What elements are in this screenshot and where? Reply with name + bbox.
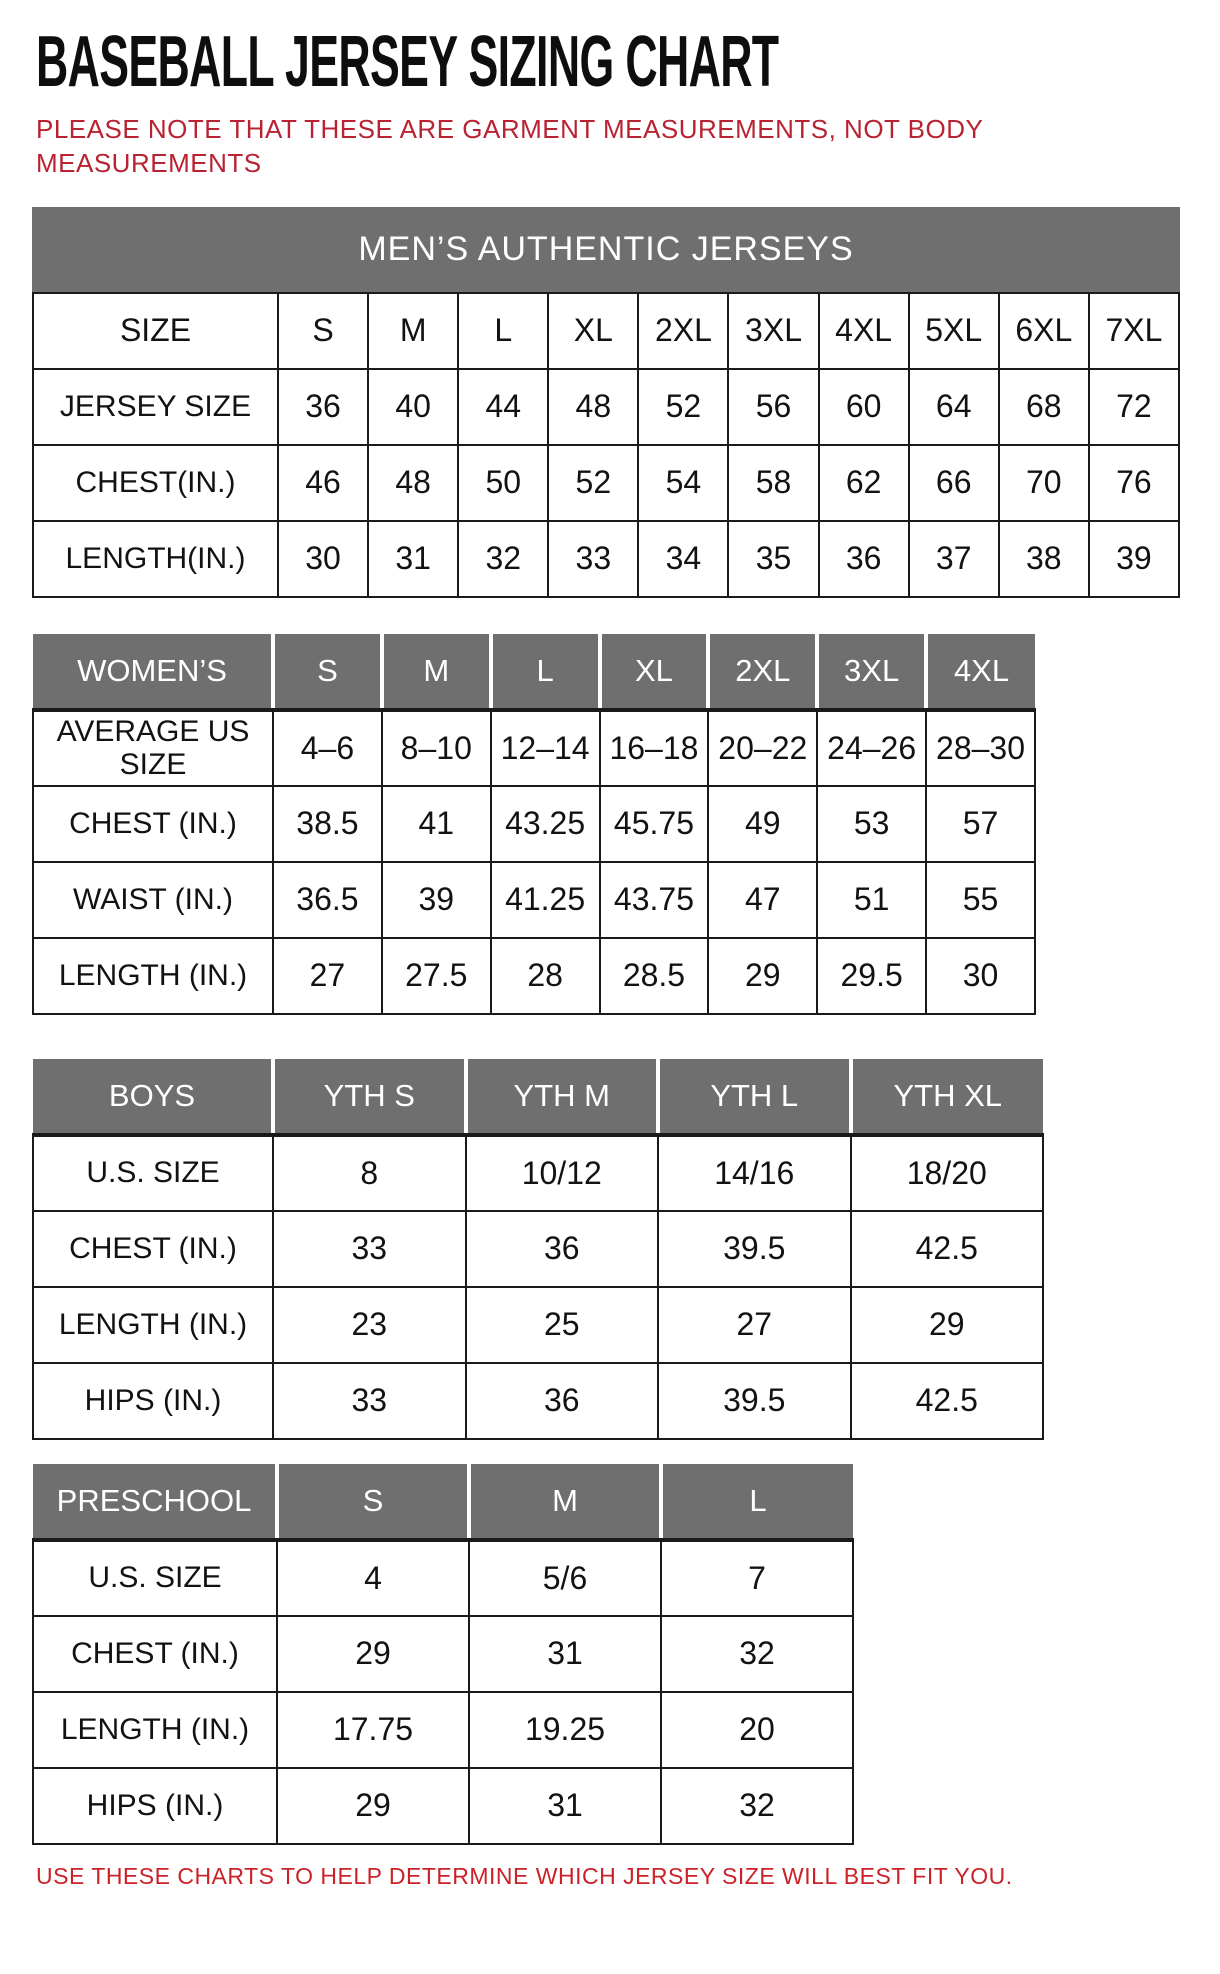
data-cell: 36 [466, 1363, 659, 1439]
data-cell: 39 [1089, 521, 1179, 597]
mens-grid [32, 292, 1180, 598]
data-cell: 52 [548, 445, 638, 521]
data-cell: 30 [926, 938, 1035, 1014]
data-cell: 14/16 [658, 1135, 851, 1211]
data-cell: 33 [273, 1363, 466, 1439]
row-label: AVERAGE US SIZE [33, 710, 273, 786]
data-cell: 52 [638, 369, 728, 445]
data-cell: 28 [491, 938, 600, 1014]
header-cell: L [458, 293, 548, 369]
table-row [33, 369, 1179, 445]
header-cell: SIZE [33, 293, 278, 369]
data-cell: 39 [382, 862, 491, 938]
data-cell: 4 [277, 1540, 469, 1616]
data-cell: 18/20 [851, 1135, 1044, 1211]
table-row [33, 1363, 1043, 1439]
data-cell: 41 [382, 786, 491, 862]
data-cell: 29.5 [817, 938, 926, 1014]
header-cell: 4XL [926, 634, 1035, 710]
header-cell: 7XL [1089, 293, 1179, 369]
data-cell: 36 [819, 521, 909, 597]
data-cell: 32 [661, 1616, 853, 1692]
data-cell: 38 [999, 521, 1089, 597]
womens-sizing-table [32, 634, 1220, 1015]
data-cell: 16–18 [600, 710, 709, 786]
table-row [33, 1616, 853, 1692]
data-cell: 76 [1089, 445, 1179, 521]
data-cell: 43.75 [600, 862, 709, 938]
header-cell: YTH L [658, 1059, 851, 1135]
table-row [33, 1287, 1043, 1363]
data-cell: 42.5 [851, 1363, 1044, 1439]
data-cell: 68 [999, 369, 1089, 445]
row-label: U.S. SIZE [33, 1540, 277, 1616]
row-label: CHEST(IN.) [33, 445, 278, 521]
data-cell: 45.75 [600, 786, 709, 862]
table-row [33, 1692, 853, 1768]
row-label: HIPS (IN.) [33, 1363, 273, 1439]
row-label: CHEST (IN.) [33, 786, 273, 862]
data-cell: 51 [817, 862, 926, 938]
row-label: U.S. SIZE [33, 1135, 273, 1211]
data-cell: 23 [273, 1287, 466, 1363]
data-cell: 33 [273, 1211, 466, 1287]
header-cell: 2XL [708, 634, 817, 710]
data-cell: 31 [469, 1768, 661, 1844]
tables-container [32, 207, 1220, 1845]
header-cell: XL [548, 293, 638, 369]
header-cell: M [382, 634, 491, 710]
row-label: JERSEY SIZE [33, 369, 278, 445]
header-row [33, 293, 1179, 369]
data-cell: 24–26 [817, 710, 926, 786]
data-cell: 64 [909, 369, 999, 445]
data-cell: 36 [466, 1211, 659, 1287]
data-cell: 39.5 [658, 1363, 851, 1439]
data-cell: 32 [458, 521, 548, 597]
table-row [33, 1135, 1043, 1211]
header-cell: WOMEN’S [33, 634, 273, 710]
header-cell: 3XL [817, 634, 926, 710]
data-cell: 42.5 [851, 1211, 1044, 1287]
row-label: LENGTH (IN.) [33, 938, 273, 1014]
header-cell: S [278, 293, 368, 369]
data-cell: 36.5 [273, 862, 382, 938]
data-cell: 48 [548, 369, 638, 445]
preschool-sizing-table [32, 1464, 1220, 1845]
data-cell: 28.5 [600, 938, 709, 1014]
table-row [33, 786, 1035, 862]
mens-banner: MEN’S AUTHENTIC JERSEYS [32, 207, 1180, 292]
header-cell: XL [600, 634, 709, 710]
data-cell: 58 [728, 445, 818, 521]
data-cell: 39.5 [658, 1211, 851, 1287]
data-cell: 56 [728, 369, 818, 445]
data-cell: 8 [273, 1135, 466, 1211]
data-cell: 29 [851, 1287, 1044, 1363]
data-cell: 44 [458, 369, 548, 445]
table-row [33, 1211, 1043, 1287]
data-cell: 62 [819, 445, 909, 521]
data-cell: 54 [638, 445, 728, 521]
data-cell: 29 [277, 1768, 469, 1844]
data-cell: 70 [999, 445, 1089, 521]
header-cell: 6XL [999, 293, 1089, 369]
data-cell: 60 [819, 369, 909, 445]
table-row [33, 938, 1035, 1014]
data-cell: 53 [817, 786, 926, 862]
table-row [33, 1540, 853, 1616]
data-cell: 50 [458, 445, 548, 521]
header-cell: M [368, 293, 458, 369]
header-cell: 5XL [909, 293, 999, 369]
header-cell: YTH S [273, 1059, 466, 1135]
data-cell: 35 [728, 521, 818, 597]
header-row [33, 1464, 853, 1540]
data-cell: 8–10 [382, 710, 491, 786]
table-row [33, 1768, 853, 1844]
boys-sizing-table [32, 1059, 1220, 1440]
garment-measurements-note: PLEASE NOTE THAT THESE ARE GARMENT MEASUREMENTS, NOT BODY MEASUREMENTS [36, 114, 983, 179]
row-label: HIPS (IN.) [33, 1768, 277, 1844]
page-title: BASEBALL JERSEY SIZING CHART [36, 22, 779, 102]
data-cell: 4–6 [273, 710, 382, 786]
header-cell: 2XL [638, 293, 728, 369]
data-cell: 27.5 [382, 938, 491, 1014]
row-label: LENGTH (IN.) [33, 1692, 277, 1768]
header-cell: YTH M [466, 1059, 659, 1135]
data-cell: 48 [368, 445, 458, 521]
header-cell: PRESCHOOL [33, 1464, 277, 1540]
data-cell: 12–14 [491, 710, 600, 786]
data-cell: 40 [368, 369, 458, 445]
header-cell: 3XL [728, 293, 818, 369]
mens-sizing-table [32, 207, 1220, 598]
header-cell: S [277, 1464, 469, 1540]
header-cell: S [273, 634, 382, 710]
data-cell: 41.25 [491, 862, 600, 938]
data-cell: 34 [638, 521, 728, 597]
header-row [33, 1059, 1043, 1135]
data-cell: 29 [708, 938, 817, 1014]
table-row [33, 710, 1035, 786]
table-row [33, 445, 1179, 521]
data-cell: 33 [548, 521, 638, 597]
boys-grid [32, 1059, 1044, 1440]
header-cell: YTH XL [851, 1059, 1044, 1135]
header-cell: BOYS [33, 1059, 273, 1135]
data-cell: 17.75 [277, 1692, 469, 1768]
data-cell: 47 [708, 862, 817, 938]
data-cell: 46 [278, 445, 368, 521]
data-cell: 72 [1089, 369, 1179, 445]
data-cell: 31 [469, 1616, 661, 1692]
data-cell: 20 [661, 1692, 853, 1768]
data-cell: 20–22 [708, 710, 817, 786]
data-cell: 28–30 [926, 710, 1035, 786]
data-cell: 32 [661, 1768, 853, 1844]
data-cell: 25 [466, 1287, 659, 1363]
table-row [33, 521, 1179, 597]
preschool-grid [32, 1464, 854, 1845]
data-cell: 38.5 [273, 786, 382, 862]
womens-grid [32, 634, 1036, 1015]
header-cell: L [661, 1464, 853, 1540]
row-label: WAIST (IN.) [33, 862, 273, 938]
data-cell: 36 [278, 369, 368, 445]
header-cell: 4XL [819, 293, 909, 369]
data-cell: 29 [277, 1616, 469, 1692]
data-cell: 49 [708, 786, 817, 862]
data-cell: 55 [926, 862, 1035, 938]
data-cell: 31 [368, 521, 458, 597]
data-cell: 5/6 [469, 1540, 661, 1616]
data-cell: 7 [661, 1540, 853, 1616]
data-cell: 66 [909, 445, 999, 521]
data-cell: 10/12 [466, 1135, 659, 1211]
data-cell: 37 [909, 521, 999, 597]
data-cell: 57 [926, 786, 1035, 862]
header-row [33, 634, 1035, 710]
row-label: LENGTH (IN.) [33, 1287, 273, 1363]
data-cell: 27 [658, 1287, 851, 1363]
header-cell: M [469, 1464, 661, 1540]
data-cell: 43.25 [491, 786, 600, 862]
data-cell: 27 [273, 938, 382, 1014]
data-cell: 30 [278, 521, 368, 597]
row-label: CHEST (IN.) [33, 1211, 273, 1287]
data-cell: 19.25 [469, 1692, 661, 1768]
row-label: LENGTH(IN.) [33, 521, 278, 597]
table-row [33, 862, 1035, 938]
header-cell: L [491, 634, 600, 710]
footer-note: USE THESE CHARTS TO HELP DETERMINE WHICH JERSEY SIZE WILL BEST FIT YOU. [36, 1862, 1013, 1889]
row-label: CHEST (IN.) [33, 1616, 277, 1692]
